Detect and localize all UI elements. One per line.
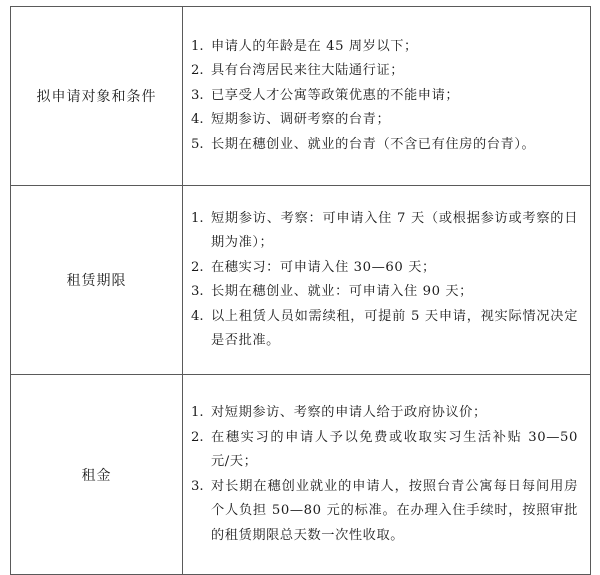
row-content	[183, 186, 591, 375]
item-text: 申请人的年龄是在 45 周岁以下；	[211, 38, 418, 54]
table-row-lease-term	[11, 186, 591, 375]
list-item	[191, 207, 578, 256]
item-text: 已享受人才公寓等政策优惠的不能申请；	[211, 87, 460, 103]
list-item	[191, 59, 578, 84]
row-label: 租金	[11, 375, 183, 575]
row-label: 拟申请对象和条件	[11, 7, 183, 186]
list-item	[191, 475, 578, 549]
list-item	[191, 426, 578, 475]
item-text: 长期在穗创业、就业的台青（不含已有住房的台青）。	[211, 136, 536, 152]
item-number: 4.	[191, 112, 204, 128]
item-number: 2.	[191, 259, 204, 275]
item-number: 4.	[191, 308, 204, 324]
list-item	[191, 305, 578, 354]
item-text: 以上租赁人员如需续租，可提前 5 天申请，视实际情况决定是否批准。	[211, 308, 578, 348]
item-number: 1.	[191, 210, 204, 226]
list-item	[191, 256, 578, 281]
item-number: 2.	[191, 63, 204, 79]
item-number: 2.	[191, 429, 204, 445]
item-number: 1.	[191, 405, 204, 420]
row-content	[183, 375, 591, 575]
item-text: 对长期在穗创业就业的申请人，按照台青公寓每日每间用房个人负担 50—80 元的标准。在办理入住手续时，按照审批的租赁期限总天数一次性收取。	[211, 478, 578, 543]
list-item	[191, 280, 578, 305]
item-number: 1.	[191, 38, 204, 54]
row-label: 租赁期限	[11, 186, 183, 375]
policy-table	[10, 6, 591, 575]
item-number: 3.	[191, 478, 204, 494]
item-text: 长期在穗创业、就业：可申请入住 90 天；	[211, 284, 473, 299]
item-number: 3.	[191, 87, 204, 103]
item-text: 短期参访、考察：可申请入住 7 天（或根据参访或考察的日期为准）；	[211, 210, 578, 250]
item-text: 具有台湾居民来往大陆通行证；	[211, 63, 405, 79]
item-text: 在穗实习：可申请入住 30—60 天；	[211, 259, 436, 275]
item-text: 对短期参访、考察的申请人给于政府协议价；	[211, 405, 487, 420]
item-text: 在穗实习的申请人予以免费或收取实习生活补贴 30—50 元/天；	[211, 429, 578, 469]
row-content	[183, 7, 591, 186]
table-row-rent	[11, 375, 591, 575]
list-item	[191, 401, 578, 426]
list-item	[191, 133, 578, 158]
item-number: 3.	[191, 284, 204, 299]
item-number: 5.	[191, 136, 204, 152]
list-item	[191, 84, 578, 109]
list-item	[191, 108, 578, 133]
list-item	[191, 35, 578, 60]
item-text: 短期参访、调研考察的台青；	[211, 112, 391, 128]
table-row-eligibility	[11, 7, 591, 186]
